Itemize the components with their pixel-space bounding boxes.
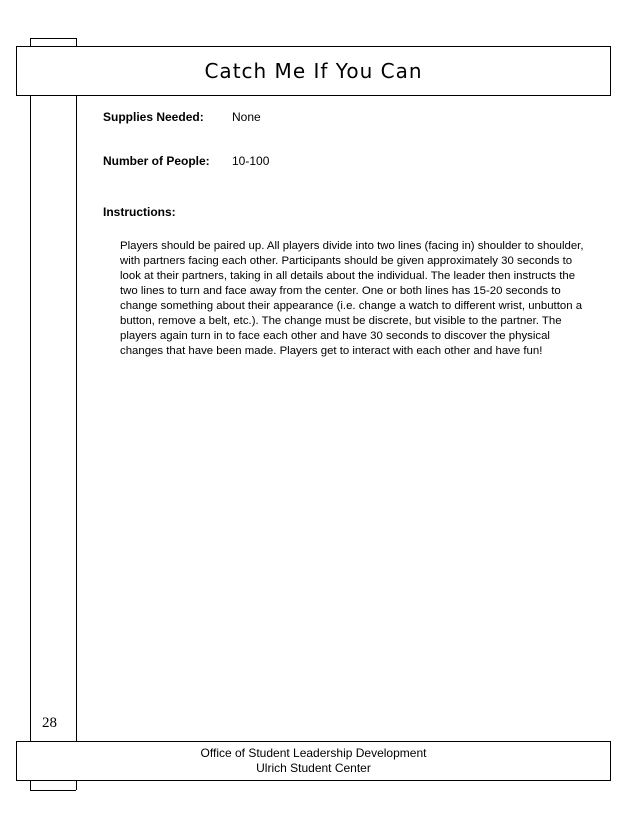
- people-value: 10-100: [232, 154, 270, 168]
- margin-rule-inner: [76, 38, 77, 790]
- supplies-label: Supplies Needed:: [103, 110, 204, 124]
- instructions-label: Instructions:: [103, 205, 176, 219]
- page-title: Catch Me If You Can: [204, 59, 423, 83]
- margin-rule-outer: [30, 38, 31, 790]
- people-label: Number of People:: [103, 154, 210, 168]
- page-number: 28: [42, 715, 57, 731]
- footer-box: [16, 741, 611, 781]
- margin-rule-top: [30, 38, 76, 39]
- instructions-body: Players should be paired up. All players divide into two lines (facing in) shoulder to shoulder, with partners facing each other. Participants should be given approximately 30 seconds to look at their partners, taking in all details about the individual. The leader then instructs the two lines to turn and face away from the center. One or both lines has 15-20 seconds to change something about their appearance (i.e. change a watch to different wrist, unbutton a button, remove a belt, etc.). The change must be discrete, but visible to the partner. The players again turn in to face each other and have 30 seconds to discover the physical changes that have been made. Players get to interact with each other and have fun!: [120, 240, 584, 357]
- supplies-value: None: [232, 110, 261, 124]
- footer-line-center: Ulrich Student Center: [256, 761, 371, 775]
- margin-rule-bottom: [30, 790, 76, 791]
- title-box: [16, 46, 611, 96]
- footer-line-office: Office of Student Leadership Development: [200, 746, 427, 760]
